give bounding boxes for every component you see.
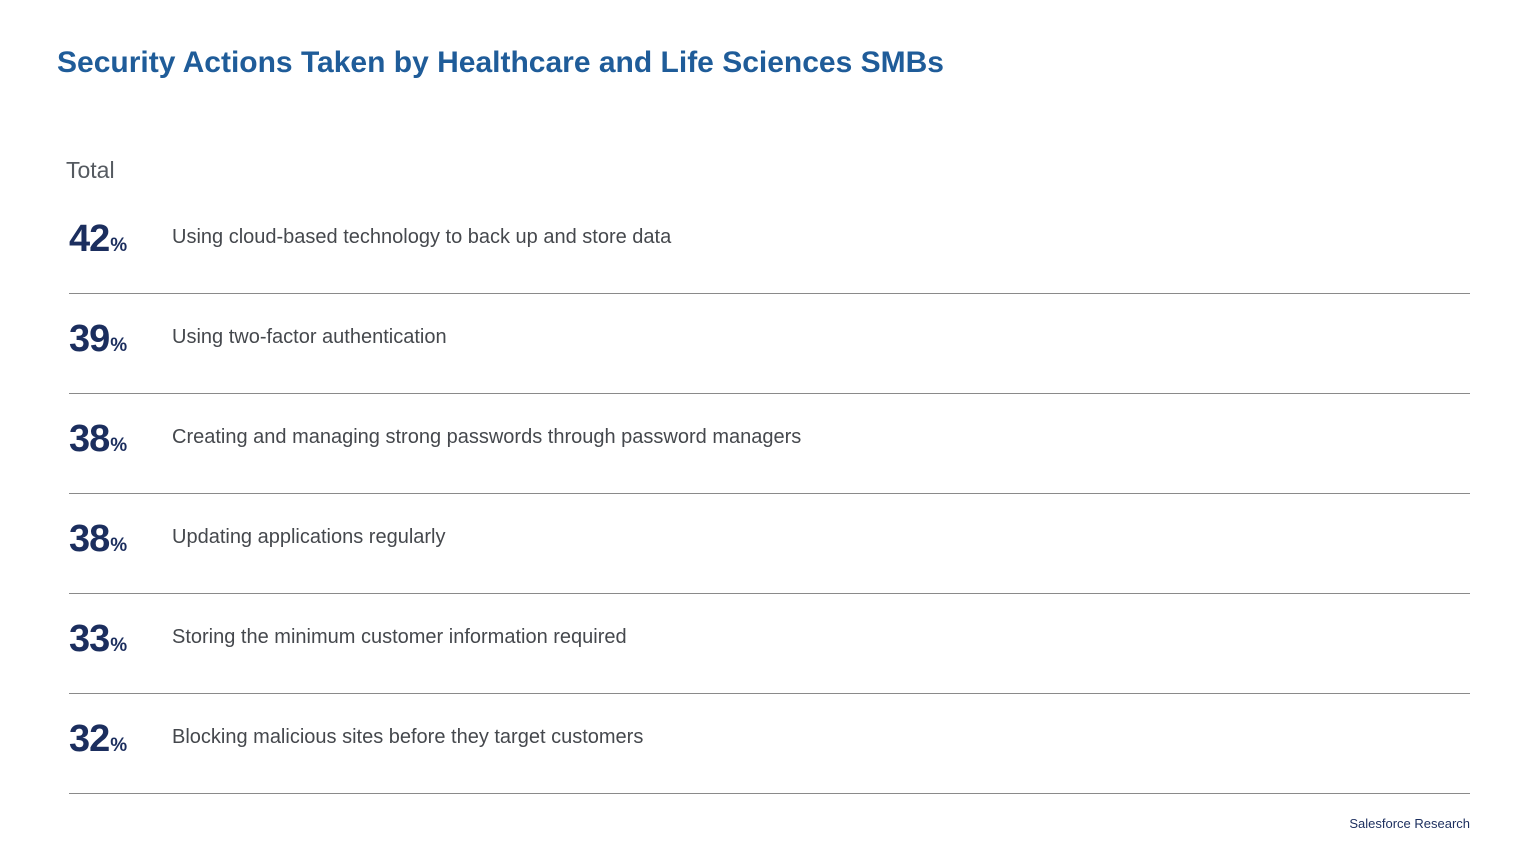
stat-value [69,618,127,661]
stat-value [69,718,127,761]
stat-label: Blocking malicious sites before they target customers [172,726,644,748]
stat-number: 32 [69,718,110,760]
stat-row [69,494,1470,594]
stat-label: Using cloud-based technology to back up and store data [172,226,672,248]
stat-label: Creating and managing strong passwords through password managers [172,426,802,448]
stat-row [69,194,1470,294]
stat-row [69,394,1470,494]
group-label: Total [66,157,115,183]
stat-number: 33 [69,618,110,660]
percent-sign: % [110,235,128,256]
stat-value [69,518,127,561]
stat-row [69,294,1470,394]
stat-number: 42 [69,218,110,260]
stat-label: Using two-factor authentication [172,326,447,348]
stat-number: 38 [69,418,110,460]
stat-value [69,318,127,361]
source-credit: Salesforce Research [1349,816,1470,831]
stat-label: Storing the minimum customer information required [172,626,627,648]
stat-number: 39 [69,318,110,360]
stat-number: 38 [69,518,110,560]
chart-title: Security Actions Taken by Healthcare and Life Sciences SMBs [57,46,944,79]
stat-list [69,194,1470,794]
percent-sign: % [110,735,128,756]
percent-sign: % [110,635,128,656]
percent-sign: % [110,535,128,556]
stat-row [69,694,1470,794]
stat-value [69,218,127,261]
stat-row [69,594,1470,694]
percent-sign: % [110,435,128,456]
percent-sign: % [110,335,128,356]
stat-value [69,418,127,461]
stat-label: Updating applications regularly [172,526,446,548]
